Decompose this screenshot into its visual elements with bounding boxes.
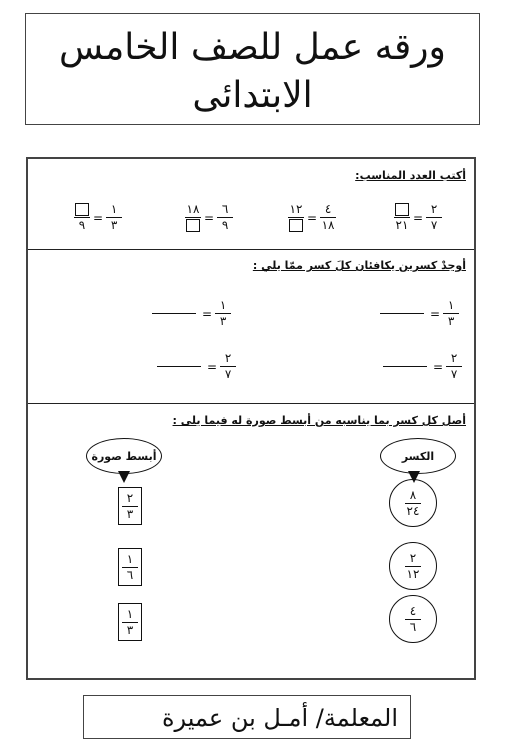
speech-bubble-fraction: الكسر xyxy=(380,438,456,474)
fraction-answer: ٩ xyxy=(74,203,90,232)
simplest-form-box[interactable]: $\frac{١}{٣}$ xyxy=(118,603,142,641)
blank-square xyxy=(186,219,200,232)
equivalent-row-2-left: = $\frac{٢}{٧}$ xyxy=(157,352,236,381)
section2-heading: أوجدْ كسرين يكافئان كلَ كسر ممّا يلي : xyxy=(252,259,466,272)
blank-square xyxy=(289,219,303,232)
teacher-name: المعلمة/ أمـل بن عميرة xyxy=(161,704,398,732)
divider xyxy=(28,403,474,404)
fraction-answer: ٢١ xyxy=(394,203,410,232)
answer-line xyxy=(380,313,424,314)
blank-square xyxy=(395,203,409,216)
answer-line xyxy=(152,313,196,314)
worksheet-frame xyxy=(26,157,476,680)
fraction-given: $\frac{١}{٣}$ xyxy=(215,299,231,328)
equivalent-row-1-left: = $\frac{١}{٣}$ xyxy=(152,299,231,328)
fraction-given: $\frac{١}{٣}$ xyxy=(106,203,122,232)
equivalent-row-1-right: = $\frac{١}{٣}$ xyxy=(380,299,459,328)
equation-4: ٩ = $\frac{١}{٣}$ xyxy=(74,203,122,232)
title-line-2: الابتدائى xyxy=(192,75,313,116)
divider xyxy=(28,249,474,250)
answer-line xyxy=(383,366,427,367)
section3-heading: أصل كل كسر بما يناسبه من أبسط صورة له فيما يلى : xyxy=(172,414,466,427)
fraction-answer: ١٨ xyxy=(185,203,201,232)
fraction-circle[interactable]: $\frac{٨}{٢٤}$ xyxy=(389,479,437,527)
equation-3: ١٨ = $\frac{٦}{٩}$ xyxy=(185,203,233,232)
fraction-given: $\frac{٢}{٧}$ xyxy=(426,203,442,232)
fraction-given: $\frac{١}{٣}$ xyxy=(443,299,459,328)
fraction-circle[interactable]: $\frac{٢}{١٢}$ xyxy=(389,542,437,590)
fraction-given: $\frac{٢}{٧}$ xyxy=(220,352,236,381)
speech-bubble-simplest: أبسط صورة xyxy=(86,438,162,474)
title-box xyxy=(25,13,480,125)
blank-square xyxy=(75,203,89,216)
fraction-given: $\frac{٦}{٩}$ xyxy=(217,203,233,232)
section1-heading: أكتب العدد المناسب: xyxy=(355,169,466,182)
equivalent-row-2-right: = $\frac{٢}{٧}$ xyxy=(383,352,462,381)
teacher-name-box xyxy=(83,695,411,739)
fraction-answer: ١٢ xyxy=(288,203,304,232)
simplest-form-box[interactable]: $\frac{١}{٦}$ xyxy=(118,548,142,586)
answer-line xyxy=(157,366,201,367)
title-line-1: ورقه عمل للصف الخامس xyxy=(59,27,446,68)
fraction-given: $\frac{٢}{٧}$ xyxy=(446,352,462,381)
bubble-tail xyxy=(118,471,130,483)
equation-2: ١٢ = $\frac{٤}{١٨}$ xyxy=(289,202,335,232)
simplest-form-box[interactable]: $\frac{٢}{٣}$ xyxy=(118,487,142,525)
fraction-circle[interactable]: $\frac{٤}{٦}$ xyxy=(389,595,437,643)
fraction-given: $\frac{٤}{١٨}$ xyxy=(321,202,335,232)
equation-1: ٢١ = $\frac{٢}{٧}$ xyxy=(394,203,442,232)
